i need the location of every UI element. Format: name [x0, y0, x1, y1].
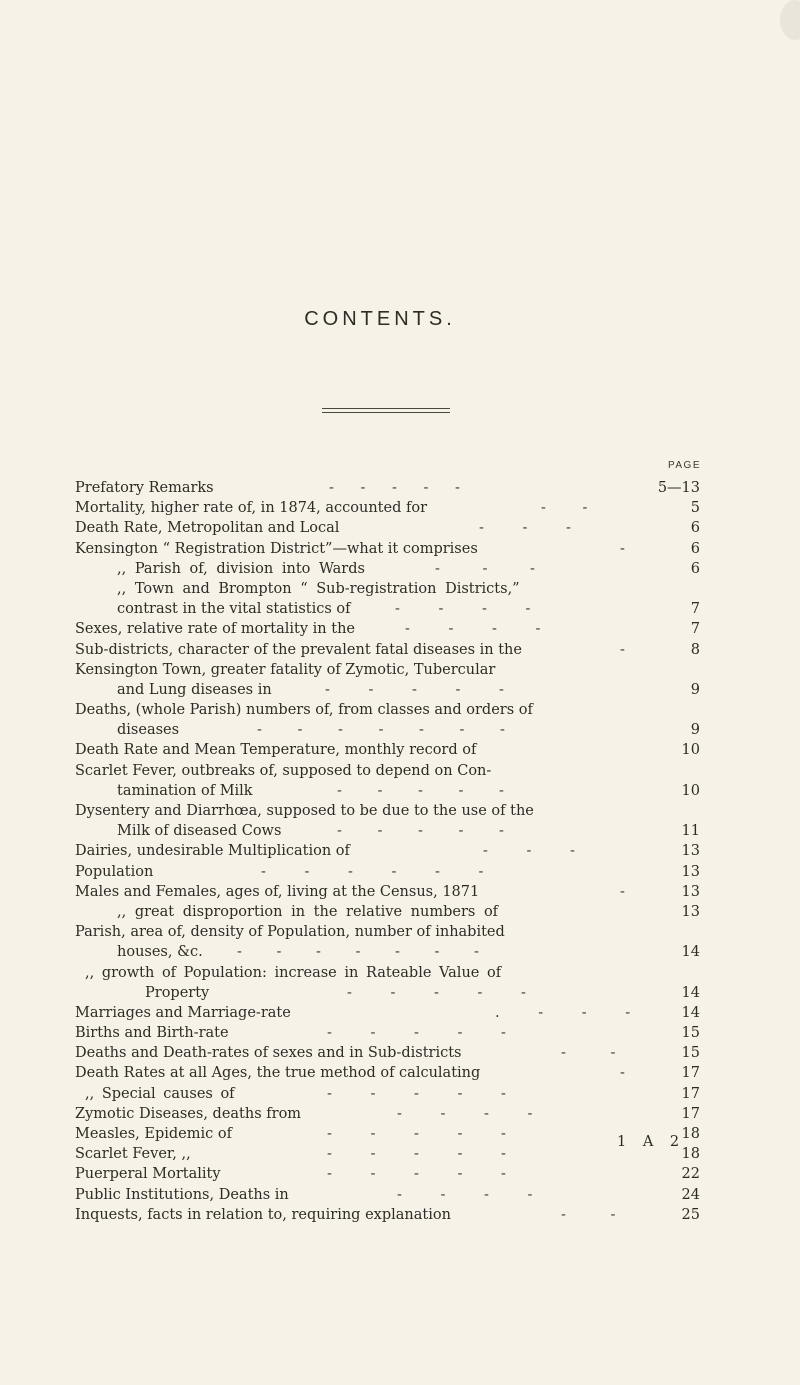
entry-text: and Lung diseases in [117, 681, 272, 698]
entry-text: Measles, Epidemic of [75, 1126, 232, 1142]
entry-page-number: 13 [681, 863, 700, 880]
contents-entry [75, 1063, 710, 1083]
entry-page-number: 14 [681, 944, 700, 961]
contents-entry [75, 841, 710, 861]
contents-entry [75, 660, 710, 680]
contents-entry [75, 619, 710, 639]
entry-page-number: 10 [681, 782, 700, 799]
entry-text: Parish, area of, density of Population, number of inhabited [75, 924, 505, 941]
entry-page-number: 5—13 [657, 480, 700, 496]
leader-dots: . - - - [495, 1004, 631, 1021]
entry-page-number: 17 [681, 1105, 700, 1122]
leader-dots: - - - [483, 843, 575, 860]
leader-dots: - [620, 1065, 625, 1082]
contents-entry [75, 1003, 710, 1023]
entry-page-number: 13 [681, 883, 700, 900]
page-column-header: PAGE [667, 460, 701, 471]
leader-dots: - - - - [397, 1186, 533, 1203]
contents-entry [75, 862, 710, 882]
entry-text: ,, Parish of, division into Wards [117, 560, 365, 577]
leader-dots: - - - - - [325, 681, 504, 698]
entry-text: Mortality, higher rate of, in 1874, accounted for [75, 500, 428, 517]
entry-text: Prefatory Remarks [75, 480, 214, 496]
entry-text: Dairies, undesirable Multiplication of [75, 843, 350, 860]
entry-page-number: 22 [681, 1166, 700, 1183]
leader-dots: - - - - [405, 621, 541, 638]
page-stain [780, 0, 800, 40]
entry-page-number: 17 [681, 1085, 700, 1102]
entry-page-number: 9 [690, 681, 700, 698]
leader-dots: - - - [479, 520, 571, 537]
entry-page-number: 25 [681, 1206, 700, 1223]
entry-text: Scarlet Fever, outbreaks of, supposed to depend on Con- [75, 762, 492, 779]
leader-dots: - [620, 641, 625, 658]
entry-page-number: 13 [681, 903, 700, 920]
entry-text: Population [75, 863, 154, 880]
leader-dots: - - - - - [327, 1025, 506, 1042]
entry-text: Sub-districts, character of the prevalent fatal diseases in the [75, 641, 522, 658]
leader-dots: - - [561, 1206, 616, 1223]
entry-page-number: 9 [690, 722, 700, 739]
entry-page-number: 6 [690, 540, 700, 557]
contents-entry [75, 963, 710, 983]
contents-entry [75, 498, 710, 518]
entry-page-number: 7 [690, 621, 700, 638]
leader-dots: - - - [435, 560, 535, 577]
contents-entry [75, 922, 710, 942]
contents-entry [75, 640, 710, 660]
entry-text: diseases [117, 722, 180, 739]
entry-text: tamination of Milk [117, 782, 253, 799]
entry-text: Kensington Town, greater fatality of Zymotic, Tubercular [75, 661, 496, 678]
entry-text: Zymotic Diseases, deaths from [75, 1105, 302, 1122]
leader-dots: - - [541, 500, 588, 517]
contents-entry [75, 1144, 710, 1164]
entry-page-number: 15 [681, 1045, 700, 1062]
entry-text: Property [145, 984, 210, 1001]
contents-entry [75, 518, 710, 538]
contents-entry [75, 942, 710, 962]
entry-text: ,, Town and Brompton “ Sub-registration Districts,” [117, 580, 520, 597]
entry-text: Deaths, (whole Parish) numbers of, from classes and orders of [75, 702, 533, 719]
title-rule-bottom [322, 412, 450, 413]
leader-dots: - - - - - - [261, 863, 484, 880]
entry-page-number: 5 [690, 500, 700, 517]
entry-page-number: 24 [681, 1186, 700, 1203]
entry-text: Kensington “ Registration District”—what it comprises [75, 540, 478, 557]
entry-page-number: 6 [690, 520, 700, 537]
entry-text: Death Rate and Mean Temperature, monthly record of [75, 742, 477, 759]
contents-entry [75, 1084, 710, 1104]
leader-dots: - - - - - [347, 984, 526, 1001]
entry-text: houses, &c. [117, 944, 203, 961]
contents-entry [75, 882, 710, 902]
entry-page-number: 13 [681, 843, 700, 860]
entry-page-number: 18 [681, 1126, 700, 1142]
entry-text: Births and Birth-rate [75, 1025, 229, 1042]
contents-entry [75, 539, 710, 559]
contents-entry [75, 740, 710, 760]
leader-dots: - - - - - [327, 1146, 506, 1163]
leader-dots: - - - - [397, 1105, 533, 1122]
entry-text: Marriages and Marriage-rate [75, 1004, 291, 1021]
contents-entry [75, 579, 710, 599]
entry-page-number: 14 [681, 984, 700, 1001]
contents-entry [75, 761, 710, 781]
contents-entry [75, 700, 710, 720]
contents-entry [75, 1205, 710, 1225]
contents-entry [75, 801, 710, 821]
leader-dots: - - - - - [329, 480, 460, 496]
entry-text: Public Institutions, Deaths in [75, 1186, 289, 1203]
entry-text: Death Rates at all Ages, the true method of calculating [75, 1065, 481, 1082]
leader-dots: - - - - - [337, 823, 504, 840]
leader-dots: - - - - - - - [237, 944, 479, 961]
entry-text: Inquests, facts in relation to, requiring explanation [75, 1206, 451, 1223]
leader-dots: - - - - - [327, 1126, 506, 1142]
contents-entry [75, 1104, 710, 1124]
contents-entry [75, 720, 710, 740]
leader-dots: - [620, 883, 625, 900]
entry-text: Deaths and Death-rates of sexes and in Sub-districts [75, 1045, 462, 1062]
entry-text: Sexes, relative rate of mortality in the [75, 621, 355, 638]
contents-entry [75, 781, 710, 801]
contents-entry [75, 599, 710, 619]
contents-entry [75, 1164, 710, 1184]
contents-entry [75, 559, 710, 579]
page-title: CONTENTS. [304, 308, 456, 330]
entry-page-number: 17 [681, 1065, 700, 1082]
title-rule-top [322, 408, 450, 409]
entry-text: Death Rate, Metropolitan and Local [75, 520, 340, 537]
contents-entry [75, 478, 710, 498]
entry-page-number: 8 [690, 641, 700, 658]
entry-text: Dysentery and Diarrhœa, supposed to be due to the use of the [75, 803, 534, 819]
entry-page-number: 15 [681, 1025, 700, 1042]
contents-entry [75, 1124, 710, 1144]
contents-entry [75, 1043, 710, 1063]
contents-entry [75, 983, 710, 1003]
signature-mark: 1 A 2 [617, 1134, 686, 1150]
entry-page-number: 18 [681, 1146, 700, 1163]
contents-list [75, 478, 710, 1225]
entry-page-number: 6 [690, 560, 700, 577]
leader-dots: - - - - - [337, 782, 504, 799]
entry-text: Scarlet Fever, ,, [75, 1146, 191, 1163]
entry-page-number: 7 [690, 601, 700, 618]
contents-entry [75, 902, 710, 922]
entry-text: Milk of diseased Cows [117, 823, 282, 840]
entry-text: contrast in the vital statistics of [117, 601, 351, 618]
entry-text: Males and Females, ages of, living at the Census, 1871 [75, 883, 480, 900]
leader-dots: - - - - [395, 601, 531, 618]
leader-dots: - - [561, 1045, 616, 1062]
contents-entry [75, 1023, 710, 1043]
entry-text: ,, great disproportion in the relative numbers of [117, 903, 499, 920]
leader-dots: - - - - - [327, 1166, 506, 1183]
leader-dots: - - - - - - - [257, 722, 505, 739]
contents-entry [75, 1185, 710, 1205]
entry-text: ,, growth of Population: increase in Rateable Value of [85, 964, 502, 981]
entry-text: Puerperal Mortality [75, 1166, 221, 1183]
entry-page-number: 14 [681, 1004, 700, 1021]
contents-entry [75, 821, 710, 841]
contents-entry [75, 680, 710, 700]
entry-page-number: 11 [681, 823, 700, 840]
entry-page-number: 10 [681, 742, 700, 759]
leader-dots: - - - - - [327, 1085, 506, 1102]
leader-dots: - [620, 540, 625, 557]
entry-text: ,, Special causes of [85, 1085, 235, 1102]
